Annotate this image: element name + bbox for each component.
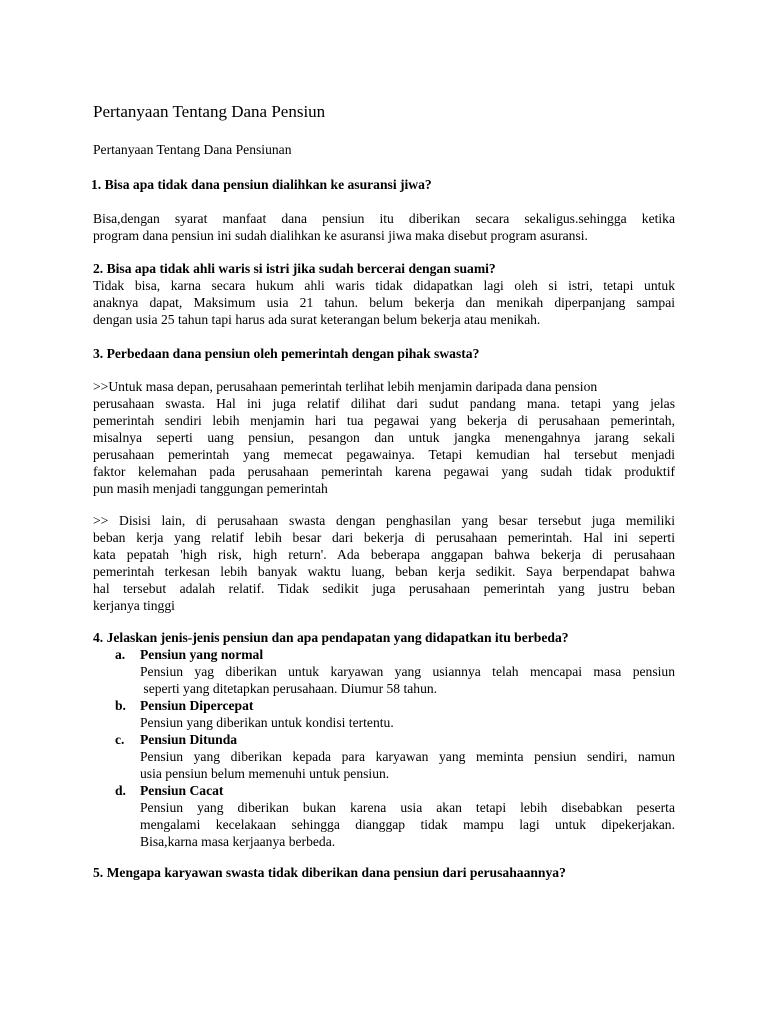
answer-1-line: Bisa,dengan syarat manfaat dana pensiun itu diberikan secara sekaligus.sehingga ketika: [93, 211, 675, 226]
question-2: 2. Bisa apa tidak ahli waris si istri jika sudah bercerai dengan suami?: [93, 261, 496, 276]
list-item-line: seperti yang ditetapkan perusahaan. Diumur 58 tahun.: [140, 681, 438, 696]
list-item-body: [140, 663, 675, 697]
answer-3-line: >>Untuk masa depan, perusahaan pemerintah terlihat lebih menjamin daripada dana pension: [93, 379, 598, 394]
answer-3-line: pemerintah sendiri lebih menjamin hari tua pegawai yang bekerja di perusahaan pemerintah,: [93, 413, 675, 428]
list-item-letter: a.: [115, 647, 126, 662]
list-item-letter: b.: [115, 698, 126, 713]
list-item-line: mengalami kecelakaan sehingga dianggap tidak mampu lagi untuk dipekerjakan.: [140, 817, 675, 832]
answer-3-line: hal tersebut adalah relatif. Tidak sedikit juga perusahaan pemerintah yang justru beban: [93, 581, 675, 596]
answer-3-line: >> Disisi lain, di perusahaan swasta dengan penghasilan yang besar tersebut juga memiliki: [93, 513, 675, 528]
answer-3-line: pemerintah terkesan lebih banyak waktu luang, beban kerja sedikit. Saya berpendapat bahwa: [93, 564, 675, 579]
document-subtitle: Pertanyaan Tentang Dana Pensiunan: [93, 142, 292, 157]
answer-2-line: anaknya dapat, Maksimum usia 21 tahun. belum bekerja dan menikah diperpanjang sampai: [93, 295, 675, 310]
list-item-body: [140, 799, 675, 850]
answer-2-line: Tidak bisa, karna secara hukum ahli waris tidak didapatkan lagi oleh si istri, tetapi untuk: [93, 278, 675, 293]
list-item-letter: c.: [115, 732, 125, 747]
list-item-line: Pensiun yang diberikan bukan karena usia akan tetapi lebih disebabkan peserta: [140, 800, 675, 815]
question-5: 5. Mengapa karyawan swasta tidak diberikan dana pensiun dari perusahaannya?: [93, 865, 566, 880]
question-3: 3. Perbedaan dana pensiun oleh pemerintah dengan pihak swasta?: [93, 346, 480, 361]
answer-3-line: beban kerja yang relatif lebih besar dari bekerja di perusahaan pemerintah. Hal ini seperti: [93, 530, 675, 545]
answer-3-paragraph-2: [93, 512, 675, 614]
answer-2: [93, 277, 675, 328]
list-item-title: Pensiun Dipercepat: [140, 698, 254, 713]
pension-types-list: [115, 646, 675, 850]
answer-3-line: perusahaan swasta. Hal ini juga relatif dilihat dari sudut pandang mana. tetapi yang jelas: [93, 396, 675, 411]
list-item: [115, 731, 675, 782]
answer-3-line: kerjanya tinggi: [93, 598, 175, 613]
list-item-line: Pensiun yang diberikan untuk kondisi tertentu.: [140, 715, 394, 730]
question-4: 4. Jelaskan jenis-jenis pensiun dan apa pendapatan yang didapatkan itu berbeda?: [93, 630, 569, 645]
list-item-line: Bisa,karna masa kerjaanya berbeda.: [140, 834, 336, 849]
answer-3-paragraph-1: [93, 378, 675, 497]
list-item-line: Pensiun yang diberikan kepada para karyawan yang meminta pensiun sendiri, namun: [140, 749, 675, 764]
list-item-line: usia pensiun belum memenuhi untuk pensiun.: [140, 766, 390, 781]
list-item-body: [140, 748, 675, 782]
question-1: 1. Bisa apa tidak dana pensiun dialihkan ke asuransi jiwa?: [91, 177, 432, 192]
answer-2-line: dengan usia 25 tahun tapi harus ada surat keterangan belum bekerja atau menikah.: [93, 312, 541, 327]
list-item-letter: d.: [115, 783, 126, 798]
answer-1-line: program dana pensiun ini sudah dialihkan ke asuransi jiwa maka disebut program asuransi.: [93, 228, 588, 243]
list-item-line: Pensiun yag diberikan untuk karyawan yang usiannya telah mencapai masa pensiun: [140, 664, 675, 679]
list-item: [115, 646, 675, 697]
document-title: Pertanyaan Tentang Dana Pensiun: [93, 102, 326, 121]
list-item-title: Pensiun yang normal: [140, 647, 264, 662]
answer-3-line: perusahaan pemerintah yang memecat pegawainya. Tetapi kemudian hal tersebut menjadi: [93, 447, 675, 462]
answer-3-line: misalnya seperti uang pensiun, pesangon dan untuk jangka menengahnya jarang sekali: [93, 430, 675, 445]
answer-3-line: kata pepatah 'high risk, high return'. Ada beberapa anggapan bahwa bekerja di perusahaan: [93, 547, 675, 562]
answer-3-line: faktor kelemahan pada perusahaan pemerintah karena pegawai yang sudah tidak produktif: [93, 464, 675, 479]
answer-3-line: pun masih menjadi tanggungan pemerintah: [93, 481, 328, 496]
list-item-body: [140, 714, 675, 731]
list-item: [115, 697, 675, 731]
answer-1: [93, 210, 675, 244]
list-item-title: Pensiun Cacat: [140, 783, 224, 798]
list-item: [115, 782, 675, 850]
list-item-title: Pensiun Ditunda: [140, 732, 238, 747]
